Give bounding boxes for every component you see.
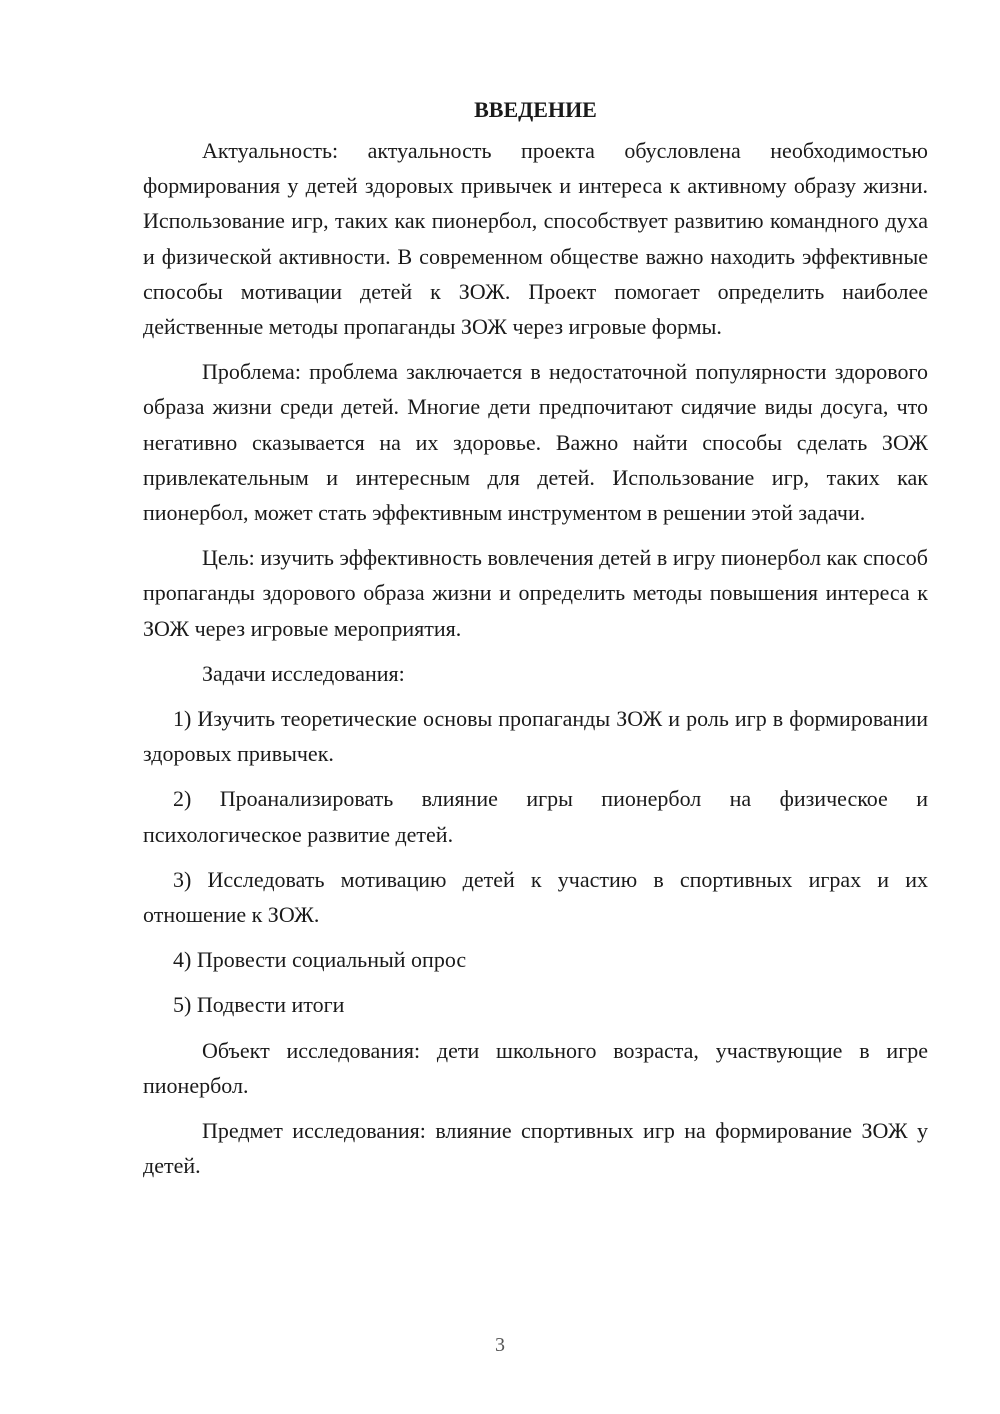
problem-paragraph: Проблема: проблема заключается в недостаточной популярности здорового образа жизни среди детей. Многие дети предпочитают сидячие виды досуга, что негативно сказывается на их здоровье. Важно найти способы сделать ЗОЖ привлекательным и интересным для детей. Использование игр, таких как пионербол, может стать эффективным инструментом в решении этой задачи. [143, 359, 928, 526]
document-body [143, 92, 928, 1193]
task-item-5: 5) Подвести итоги [173, 992, 345, 1018]
tasks-intro: Задачи исследования: [202, 660, 405, 686]
subject-paragraph: Предмет исследования: влияние спортивных игр на формирование ЗОЖ у детей. [143, 1118, 928, 1179]
object-paragraph: Объект исследования: дети школьного возраста, участвующие в игре пионербол. [143, 1037, 928, 1098]
task-list [143, 701, 928, 1023]
task-item-3: 3) Исследовать мотивацию детей к участию в спортивных играх и их отношение к ЗОЖ. [143, 866, 928, 928]
section-heading: ВВЕДЕНИЕ [474, 97, 597, 122]
relevance-paragraph: Актуальность: актуальность проекта обусловлена необходимостью формирования у детей здоровых привычек и интереса к активному образу жизни. Использование игр, таких как пионербол, способствует развитию командного духа и физической активности. В современном обществе важно находить эффективные способы мотивации детей к ЗОЖ. Проект помогает определить наиболее действенные методы пропаганды ЗОЖ через игровые формы. [143, 138, 928, 340]
page-number: 3 [495, 1334, 505, 1356]
task-item-4: 4) Провести социальный опрос [173, 947, 467, 973]
goal-paragraph: Цель: изучить эффективность вовлечения детей в игру пионербол как способ пропаганды здорового образа жизни и определить методы повышения интереса к ЗОЖ через игровые мероприятия. [143, 545, 928, 641]
task-item-1: 1) Изучить теоретические основы пропаганды ЗОЖ и роль игр в формировании здоровых привычек. [143, 706, 928, 767]
task-item-2: 2) Проанализировать влияние игры пионербол на физическое и психологическое развитие детей. [143, 786, 928, 847]
